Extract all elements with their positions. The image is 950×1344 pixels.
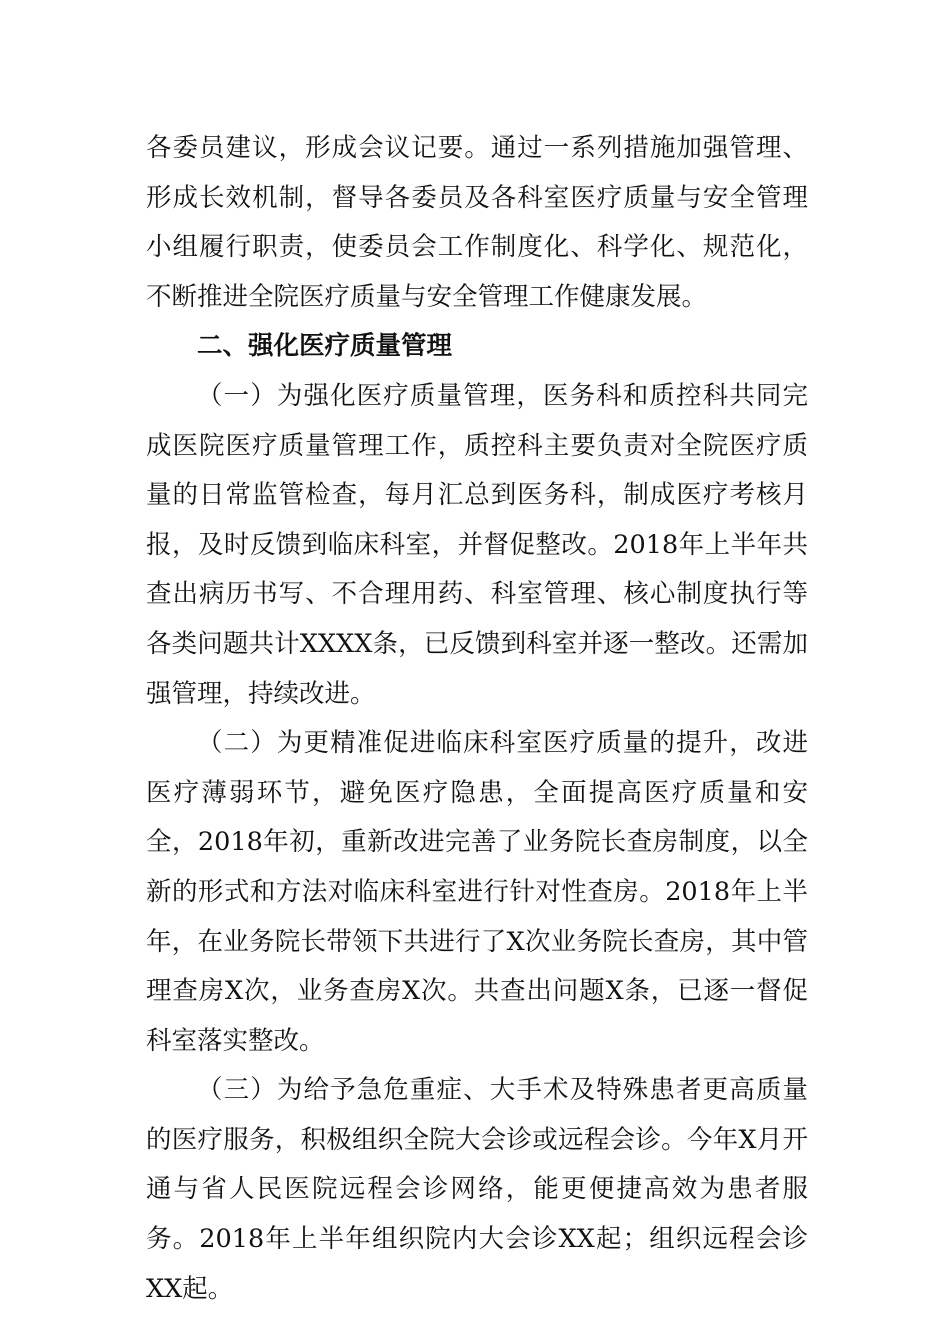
section-heading: 二、强化医疗质量管理 [197, 331, 453, 362]
paragraph-item-2: （二）为更精准促进临床科室医疗质量的提升，改进医疗薄弱环节，避免医疗隐患，全面提高医疗质量和安全，2018年初，重新改进完善了业务院长查房制度，以全新的形式和方法对临床科室进行针对性查房。2018年上半年，在业务院长带领下共进行了X次业务院长查房，其中管理查房X次，业务查房X次。共查出问题X条，已逐一督促科室落实整改。 [146, 728, 808, 1056]
paragraph-continuation: 各委员建议，形成会议记要。通过一系列措施加强管理、形成长效机制，督导各委员及各科室医疗质量与安全管理小组履行职责，使委员会工作制度化、科学化、规范化，不断推进全院医疗质量与安全管理工作健康发展。 [146, 133, 808, 312]
paragraph-item-3: （三）为给予急危重症、大手术及特殊患者更高质量的医疗服务，积极组织全院大会诊或远程会诊。今年X月开通与省人民医院远程会诊网络，能更便捷高效为患者服务。2018年上半年组织院内大会诊XX起；组织远程会诊XX起。 [146, 1075, 808, 1304]
paragraph-item-1: （一）为强化医疗质量管理，医务科和质控科共同完成医院医疗质量管理工作，质控科主要负责对全院医疗质量的日常监管检查，每月汇总到医务科，制成医疗考核月报，及时反馈到临床科室，并督促整改。2018年上半年共查出病历书写、不合理用药、科室管理、核心制度执行等各类问题共计XXXX条，已反馈到科室并逐一整改。还需加强管理，持续改进。 [146, 380, 808, 709]
document-body [146, 124, 808, 1314]
